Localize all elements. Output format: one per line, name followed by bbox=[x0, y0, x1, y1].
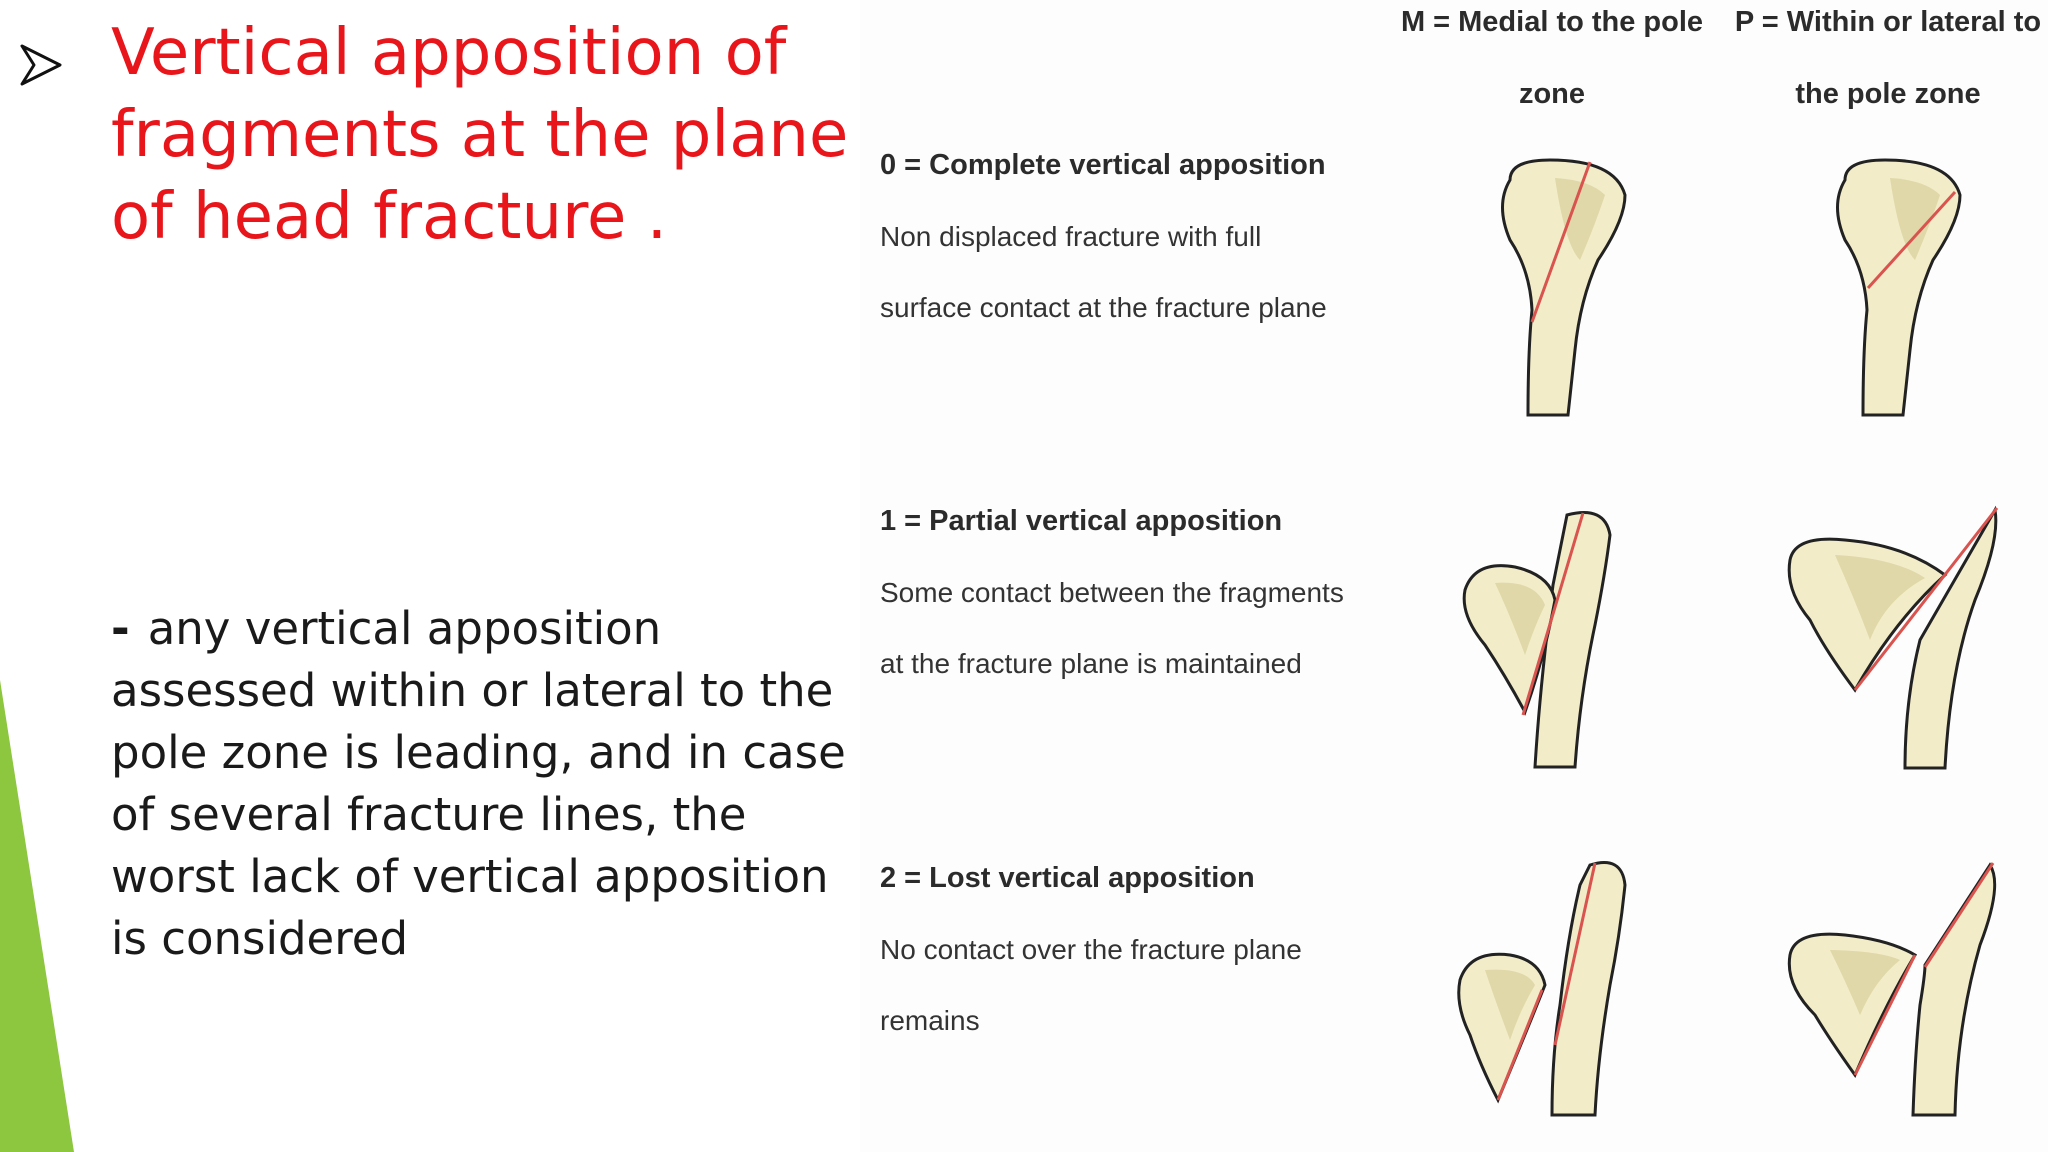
column-header-medial: M = Medial to the pole zone bbox=[1400, 6, 1704, 110]
grade-0-title: 0 = Complete vertical apposition bbox=[880, 149, 1326, 181]
bone-diagram-1-lateral bbox=[1775, 500, 2005, 775]
body-text: any vertical apposition assessed within or lateral to the pole zone is leading, and in case of several fracture lines, the worst lack of vertical apposition is considered bbox=[111, 602, 846, 965]
slide-title: Vertical apposition of fragments at the plane of head fracture . bbox=[111, 16, 849, 254]
grade-2-title: 2 = Lost vertical apposition bbox=[880, 862, 1255, 894]
grade-1 bbox=[880, 486, 1380, 699]
body-paragraph bbox=[111, 598, 851, 970]
bone-diagram-2-medial bbox=[1450, 855, 1650, 1125]
bone-diagram-0-lateral bbox=[1815, 150, 1975, 420]
grade-1-description: Some contact between the fragments at the fracture plane is maintained bbox=[880, 577, 1344, 679]
classification-figure bbox=[860, 0, 2048, 1152]
grade-2-description: No contact over the fracture plane remains bbox=[880, 934, 1302, 1036]
grade-2 bbox=[880, 843, 1380, 1056]
grade-0-description: Non displaced fracture with full surface contact at the fracture plane bbox=[880, 221, 1327, 323]
column-header-lateral: P = Within or lateral to the pole zone bbox=[1734, 6, 2042, 110]
arrow-bullet-icon bbox=[18, 42, 64, 88]
bone-diagram-2-lateral bbox=[1775, 855, 2005, 1125]
grade-0 bbox=[880, 130, 1380, 343]
grade-1-title: 1 = Partial vertical apposition bbox=[880, 505, 1283, 537]
bone-diagram-1-medial bbox=[1455, 505, 1645, 775]
bone-diagram-0-medial bbox=[1480, 150, 1640, 420]
dash-bullet: - bbox=[111, 602, 130, 655]
